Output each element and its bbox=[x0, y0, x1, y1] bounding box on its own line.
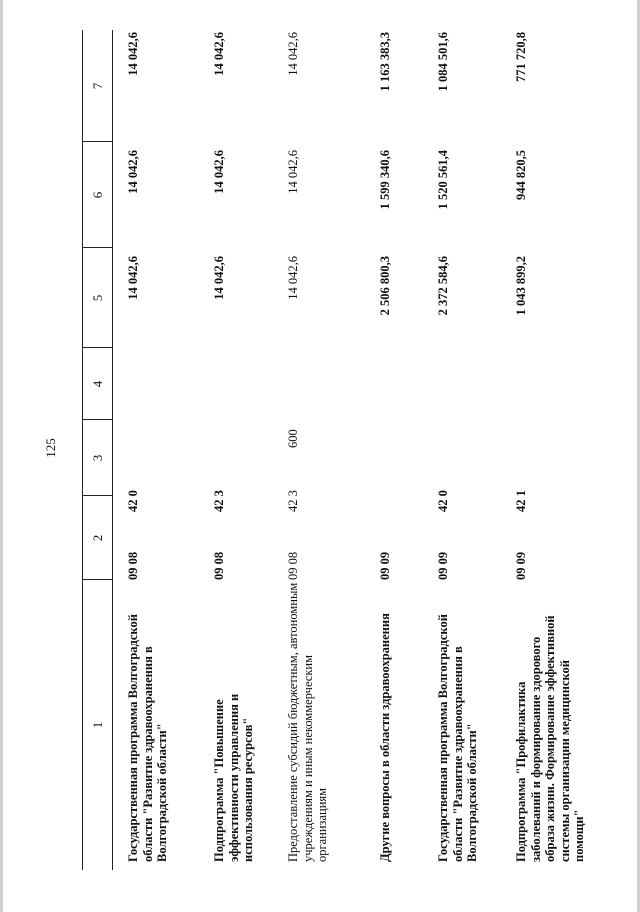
header-top-rule bbox=[82, 30, 83, 870]
header-col-6: 6 bbox=[90, 191, 105, 199]
header-col-7: 7 bbox=[90, 82, 105, 90]
row-3-name: Предоставление субсидий бюджетным, автономным учреждениям и иным некоммерческим организациям bbox=[286, 582, 330, 862]
row-1-section: 09 08 bbox=[126, 551, 140, 580]
header-col-4: 4 bbox=[90, 380, 105, 388]
row-2-v7: 14 042,6 bbox=[212, 32, 226, 76]
header-col-5: 5 bbox=[90, 294, 105, 302]
row-1-v7: 14 042,6 bbox=[126, 32, 140, 76]
row-6-v6: 944 820,5 bbox=[514, 150, 528, 200]
row-4-v6: 1 599 340,6 bbox=[378, 150, 392, 210]
row-5-section: 09 09 bbox=[436, 551, 450, 580]
row-4-v7: 1 163 383,3 bbox=[378, 32, 392, 92]
row-3-expense: 600 bbox=[286, 429, 300, 448]
row-3-section: 09 08 bbox=[286, 551, 300, 580]
header-col-1: 1 bbox=[90, 721, 105, 729]
page-number: 125 bbox=[43, 438, 58, 458]
row-3-target: 42 3 bbox=[286, 490, 300, 512]
row-2-target: 42 3 bbox=[212, 490, 226, 512]
row-2-name: Подпрограмма "Повышение эффективности управления и использования ресурсов" bbox=[212, 693, 256, 862]
row-5-v6: 1 520 561,4 bbox=[436, 150, 450, 210]
row-1-target: 42 0 bbox=[126, 490, 140, 512]
row-2-v5: 14 042,6 bbox=[212, 256, 226, 300]
row-6-v7: 771 720,8 bbox=[514, 32, 528, 82]
row-5-name: Государственная программа Волгоградской области "Развитие здравоохранения в Волгоградской области" bbox=[436, 614, 480, 862]
row-5-target: 42 0 bbox=[436, 490, 450, 512]
scan-edge-left bbox=[0, 0, 3, 912]
row-1-v5: 14 042,6 bbox=[126, 256, 140, 300]
header-bottom-rule bbox=[112, 30, 113, 870]
row-3-v6: 14 042,6 bbox=[286, 150, 300, 194]
header-col-3: 3 bbox=[90, 454, 105, 462]
rotated-table bbox=[58, 28, 618, 880]
row-2-section: 09 08 bbox=[212, 551, 226, 580]
row-4-name: Другие вопросы в области здравоохранения bbox=[378, 613, 392, 862]
row-6-target: 42 1 bbox=[514, 490, 528, 512]
row-3-v7: 14 042,6 bbox=[286, 32, 300, 76]
row-6-section: 09 09 bbox=[514, 551, 528, 580]
row-4-section: 09 09 bbox=[378, 551, 392, 580]
row-1-name: Государственная программа Волгоградской области "Развитие здравоохранения в Волгоградской области" bbox=[126, 614, 170, 862]
row-5-v5: 2 372 584,6 bbox=[436, 256, 450, 316]
row-3-v5: 14 042,6 bbox=[286, 256, 300, 300]
row-5-v7: 1 084 501,6 bbox=[436, 32, 450, 92]
header-col-2: 2 bbox=[90, 534, 105, 542]
row-1-v6: 14 042,6 bbox=[126, 150, 140, 194]
row-4-v5: 2 506 800,3 bbox=[378, 256, 392, 316]
row-6-name: Подпрограмма "Профилактика заболеваний и формирование здорового образа жизни. Формирование эффективной системы организации медицинской помощи" bbox=[514, 615, 587, 862]
row-6-v5: 1 043 899,2 bbox=[514, 256, 528, 316]
row-2-v6: 14 042,6 bbox=[212, 150, 226, 194]
